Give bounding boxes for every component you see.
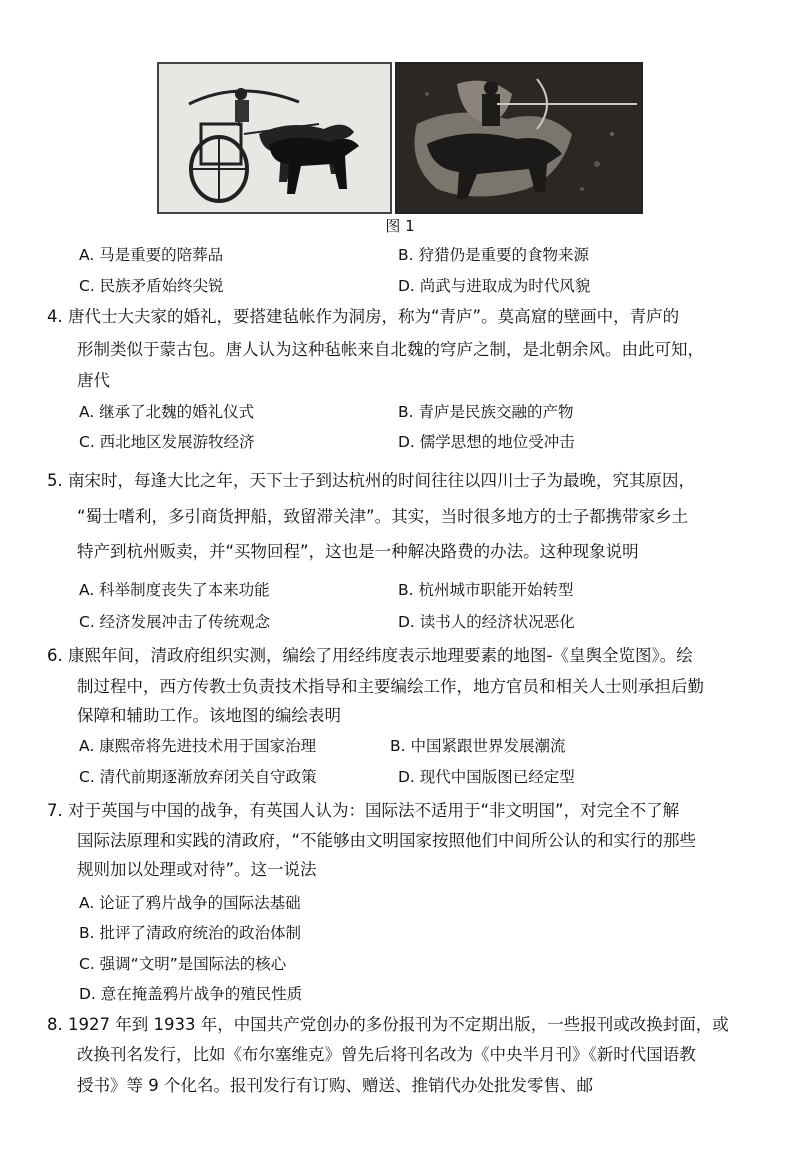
q5-option-b: B. 杭州城市职能开始转型 <box>398 581 574 599</box>
q7-stem-line-3: 规则加以处理或对待”。这一说法 <box>77 860 317 879</box>
q4-option-c: C. 西北地区发展游牧经济 <box>79 433 255 451</box>
q4-option-b: B. 青庐是民族交融的产物 <box>398 403 574 421</box>
q5-stem-line-3: 特产到杭州贩卖，并“买物回程”，这也是一种解决路费的办法。这种现象说明 <box>77 542 639 561</box>
q4-stem-line-2: 形制类似于蒙古包。唐人认为这种毡帐来自北魏的穹庐之制，是北朝余风。由此可知， <box>77 340 704 359</box>
hunting-rubbing-image <box>395 62 643 214</box>
q3-option-a: A. 马是重要的陪葬品 <box>79 246 224 264</box>
q5-option-c: C. 经济发展冲击了传统观念 <box>79 613 271 631</box>
figure-1 <box>157 62 643 214</box>
q3-option-d: D. 尚武与进取成为时代风貌 <box>398 277 591 295</box>
q7-option-a: A. 论证了鸦片战争的国际法基础 <box>79 894 301 912</box>
q6-stem-line-1: 6. 康熙年间，清政府组织实测，编绘了用经纬度表示地理要素的地图-《皇舆全览图》。绘 <box>47 646 693 665</box>
q4-stem-line-3: 唐代 <box>77 371 110 390</box>
q7-option-b: B. 批评了清政府统治的政治体制 <box>79 924 301 942</box>
q8-stem-line-1: 8. 1927 年到 1933 年，中国共产党创办的多份报刊为不定期出版，一些报刊或改换封面，或 <box>47 1015 729 1034</box>
q7-stem-line-1: 7. 对于英国与中国的战争，有英国人认为：国际法不适用于“非文明国”，对完全不了解 <box>47 801 680 820</box>
q3-option-b: B. 狩猎仍是重要的食物来源 <box>398 246 589 264</box>
q5-stem-line-2: “蜀士嗜利，多引商货押船，致留滞关津”。其实，当时很多地方的士子都携带家乡土 <box>77 507 689 526</box>
q6-stem-line-3: 保障和辅助工作。该地图的编绘表明 <box>77 706 341 725</box>
q4-option-d: D. 儒学思想的地位受冲击 <box>398 433 575 451</box>
q6-option-a: A. 康熙帝将先进技术用于国家治理 <box>79 737 317 755</box>
q7-option-d: D. 意在掩盖鸦片战争的殖民性质 <box>79 985 303 1003</box>
q6-option-c: C. 清代前期逐渐放弃闭关自守政策 <box>79 768 317 786</box>
q3-option-c: C. 民族矛盾始终尖锐 <box>79 277 224 295</box>
q6-option-b: B. 中国紧跟世界发展潮流 <box>390 737 566 755</box>
q5-option-a: A. 科举制度丧失了本来功能 <box>79 581 270 599</box>
q7-option-c: C. 强调“文明”是国际法的核心 <box>79 955 287 973</box>
q6-stem-line-2: 制过程中，西方传教士负责技术指导和主要编绘工作，地方官员和相关人士则承担后勤 <box>77 677 704 696</box>
q5-option-d: D. 读书人的经济状况恶化 <box>398 613 575 631</box>
figure-caption: 图 1 <box>385 217 415 235</box>
q5-stem-line-1: 5. 南宋时，每逢大比之年，天下士子到达杭州的时间往往以四川士子为最晚，究其原因， <box>47 471 695 490</box>
chariot-drawing-image <box>157 62 392 214</box>
q4-option-a: A. 继承了北魏的婚礼仪式 <box>79 403 255 421</box>
q6-option-d: D. 现代中国版图已经定型 <box>398 768 575 786</box>
q8-stem-line-2: 改换刊名发行，比如《布尔塞维克》曾先后将刊名改为《中央半月刊》《新时代国语教 <box>77 1045 696 1064</box>
q7-stem-line-2: 国际法原理和实践的清政府，“不能够由文明国家按照他们中间所公认的和实行的那些 <box>77 831 697 850</box>
q4-stem-line-1: 4. 唐代士大夫家的婚礼，要搭建毡帐作为洞房，称为“青庐”。莫高窟的壁画中，青庐的 <box>47 307 680 326</box>
q8-stem-line-3: 授书》等 9 个化名。报刊发行有订购、赠送、推销代办处批发零售、邮 <box>77 1076 593 1095</box>
